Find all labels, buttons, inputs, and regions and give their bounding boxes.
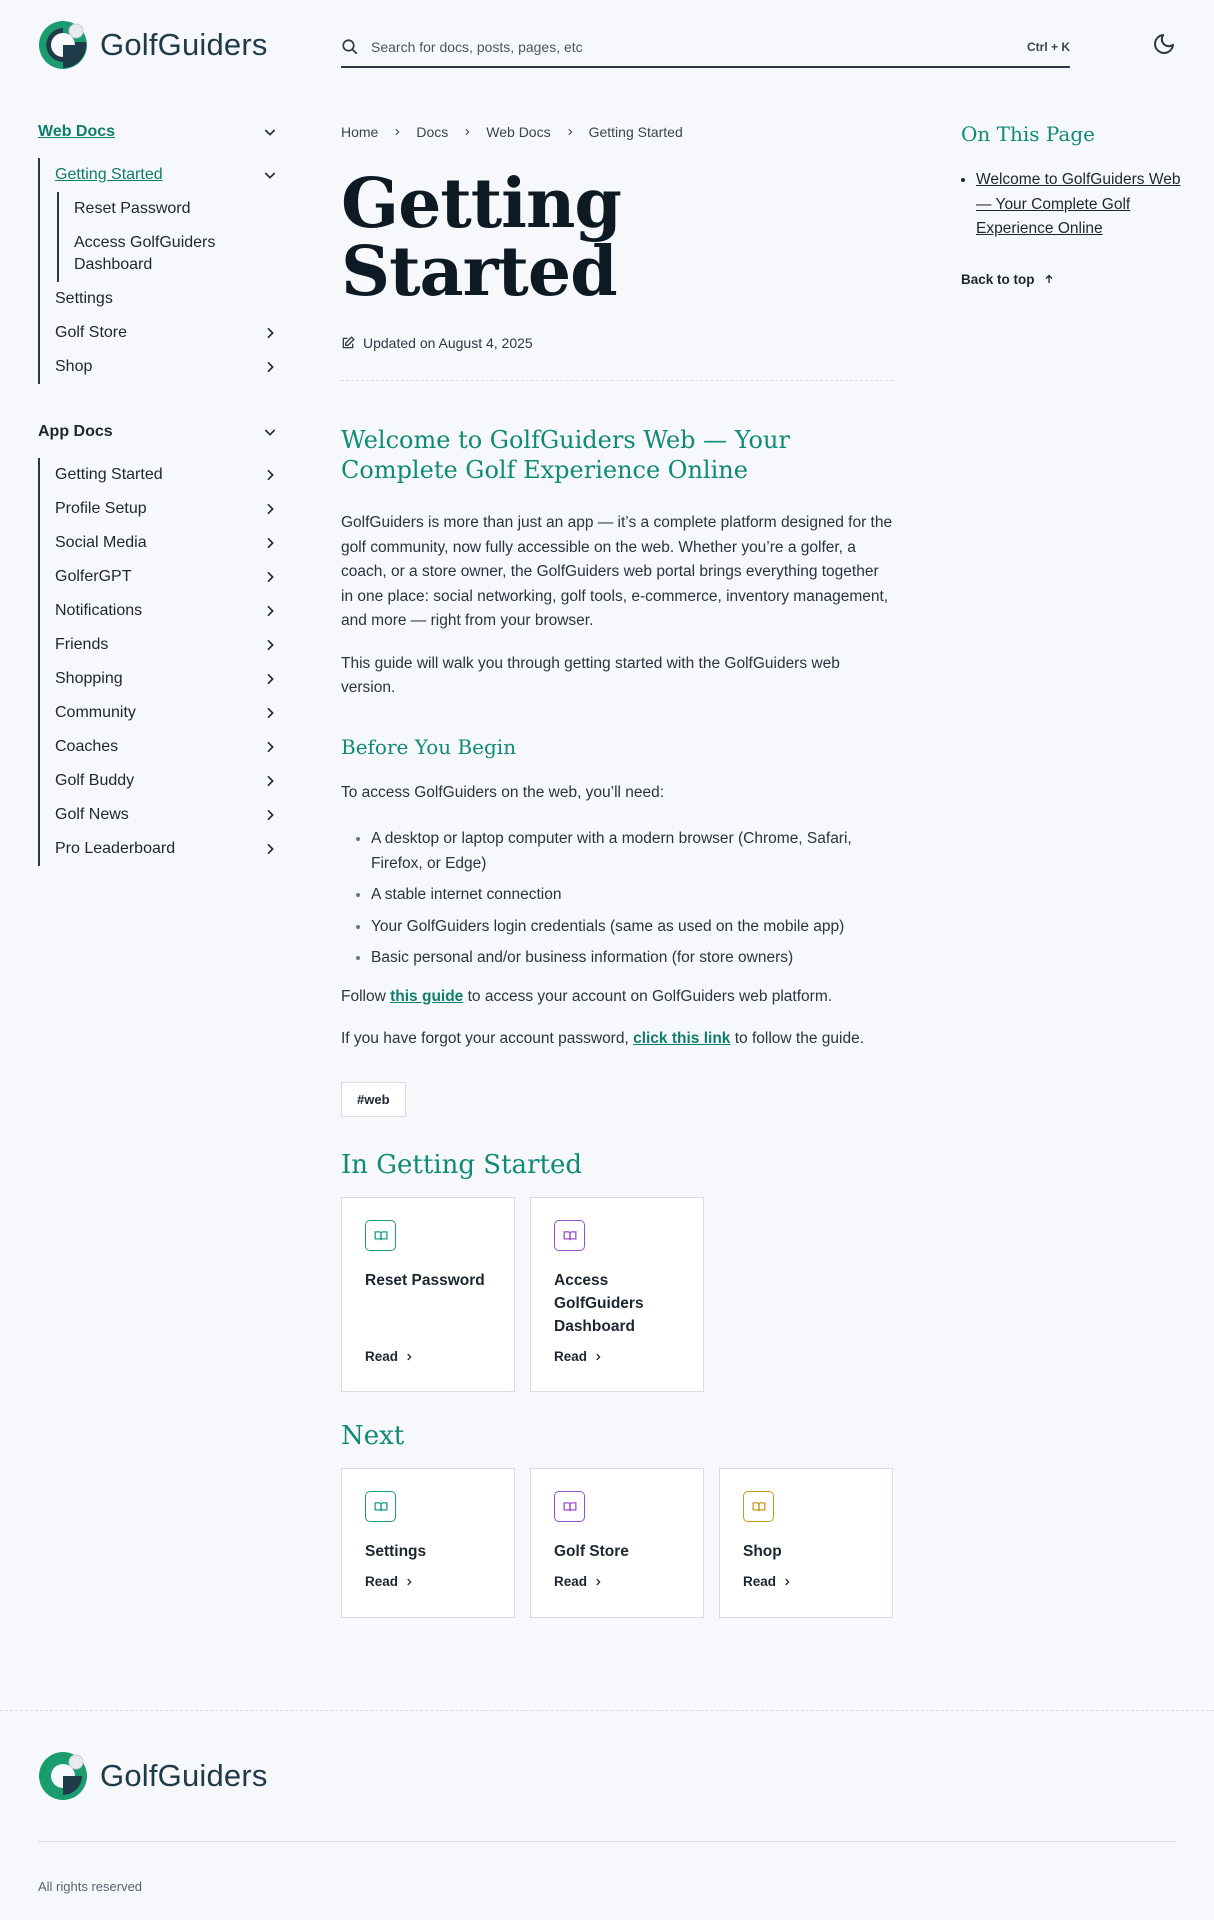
breadcrumb-web-docs[interactable]: Web Docs [486, 124, 551, 140]
card-title: Shop [743, 1543, 782, 1560]
book-icon [365, 1491, 396, 1522]
search-bar[interactable] [341, 28, 1070, 68]
sidebar-item-label: GolferGPT [55, 568, 132, 585]
sidebar-item-access-dashboard[interactable]: Access GolfGuiders Dashboard [74, 234, 216, 273]
chevron-right-icon [782, 1577, 792, 1587]
updated-text: Updated on August 4, 2025 [363, 335, 533, 351]
sidebar-item-label: Golf Buddy [55, 772, 135, 789]
chevron-right-icon[interactable] [262, 467, 278, 483]
sidebar-section-label: App Docs [38, 423, 113, 440]
sidebar-item-settings[interactable] [40, 282, 278, 316]
list-item: • Basic personal and/or business information (for store owners) [371, 946, 893, 971]
search-shortcut: Ctrl + K [1026, 40, 1070, 54]
chevron-right-icon[interactable] [262, 603, 278, 619]
breadcrumb-current: Getting Started [588, 124, 683, 140]
sidebar-item-label: Shop [55, 358, 93, 375]
tag-web[interactable]: #web [341, 1082, 406, 1117]
sidebar-item-reset-password[interactable]: Reset Password [74, 200, 191, 217]
sidebar-item-label: Social Media [55, 534, 147, 551]
sidebar-group-app-docs [38, 458, 278, 866]
back-to-top[interactable] [961, 272, 1181, 287]
read-label: Read [743, 1574, 777, 1589]
read-label: Read [554, 1574, 588, 1589]
read-label: Read [365, 1349, 399, 1364]
sidebar-item-label: Profile Setup [55, 500, 147, 517]
main-content [341, 118, 893, 1117]
card-title: Golf Store [554, 1543, 629, 1560]
in-section-cards [341, 1197, 704, 1392]
chevron-right-icon[interactable] [262, 671, 278, 687]
golfguiders-logo-icon [38, 1751, 88, 1801]
site-logo[interactable] [38, 20, 268, 70]
card-title: Settings [365, 1543, 427, 1560]
footer-divider [38, 1841, 1176, 1842]
intro-paragraph: GolfGuiders is more than just an app — it’s a complete platform designed for the golf community, now fully accessible on the web. Whether you’re a golfer, a coach, or a store owner, the GolfGuiders web portal brings everything together in one place: social networking, golf tools, e-commerce, inventory management, and more — right from your browser. [341, 514, 893, 629]
requirements-list [341, 827, 893, 971]
sidebar-item-label: Pro Leaderboard [55, 840, 176, 857]
list-item: • A stable internet connection [371, 883, 893, 908]
chevron-right-icon [593, 1577, 603, 1587]
sidebar-item-golf-store[interactable] [40, 316, 278, 350]
sidebar-item-label: Golf Store [55, 324, 128, 341]
in-section-heading: In Getting Started [341, 1150, 582, 1180]
before-intro: To access GolfGuiders on the web, you’ll need: [341, 783, 665, 801]
moon-icon[interactable] [1152, 32, 1176, 56]
welcome-heading: Welcome to GolfGuiders Web — Your Complete Golf Experience Online [341, 426, 790, 484]
chevron-right-icon [565, 127, 575, 137]
updated-date [341, 332, 893, 354]
sidebar-item-shop[interactable] [40, 350, 278, 384]
chevron-right-icon[interactable] [262, 807, 278, 823]
copyright: All rights reserved [38, 1879, 143, 1894]
sidebar-item-getting-started[interactable] [40, 458, 278, 492]
page-title: Getting Started [341, 164, 621, 312]
follow-text-pre: Follow [341, 987, 391, 1005]
sidebar-item-profile-setup[interactable] [40, 492, 278, 526]
sidebar-item-shopping[interactable] [40, 662, 278, 696]
book-icon [743, 1491, 774, 1522]
brand-name: GolfGuiders [100, 27, 268, 62]
read-link[interactable] [365, 1349, 414, 1364]
read-label: Read [554, 1349, 588, 1364]
footer [0, 1710, 1214, 1920]
chevron-right-icon[interactable] [262, 535, 278, 551]
chevron-right-icon[interactable] [262, 637, 278, 653]
toc-link-welcome[interactable]: Welcome to GolfGuiders Web — Your Complete Golf Experience Online [976, 171, 1181, 237]
next-heading: Next [341, 1421, 405, 1451]
arrow-up-icon [1043, 273, 1055, 285]
follow-paragraph [341, 985, 893, 1010]
sidebar-item-social-media[interactable] [40, 526, 278, 560]
chevron-right-icon[interactable] [262, 841, 278, 857]
chevron-right-icon[interactable] [262, 359, 278, 375]
click-this-link[interactable]: click this link [633, 1030, 731, 1047]
chevron-right-icon[interactable] [262, 773, 278, 789]
chevron-right-icon[interactable] [262, 569, 278, 585]
guide-paragraph: This guide will walk you through getting started with the GolfGuiders web version. [341, 654, 840, 696]
on-this-page [961, 122, 1181, 287]
sidebar-item-label: Settings [55, 290, 113, 307]
chevron-right-icon [593, 1352, 603, 1362]
sidebar-item-label: Community [55, 704, 136, 721]
chevron-right-icon [392, 127, 402, 137]
doc-card[interactable] [341, 1197, 515, 1392]
chevron-down-icon[interactable] [262, 124, 278, 140]
sidebar-item-label: Friends [55, 636, 109, 653]
sidebar-item-label: Golf News [55, 806, 129, 823]
list-item: • A desktop or laptop computer with a modern browser (Chrome, Safari, Firefox, or Edge) [371, 827, 893, 876]
doc-card[interactable] [341, 1468, 515, 1618]
sidebar-item-label: Getting Started [55, 166, 163, 183]
chevron-right-icon[interactable] [262, 325, 278, 341]
read-label: Read [365, 1574, 399, 1589]
before-heading: Before You Begin [341, 734, 517, 759]
doc-card[interactable] [530, 1468, 704, 1618]
back-to-top-label: Back to top [961, 271, 1035, 287]
sidebar-subgroup-getting-started [57, 192, 278, 282]
chevron-right-icon [404, 1577, 414, 1587]
chevron-right-icon[interactable] [262, 705, 278, 721]
sidebar-nav [38, 118, 278, 866]
sidebar-item-golf-buddy[interactable] [40, 764, 278, 798]
doc-card[interactable] [530, 1197, 704, 1392]
sidebar-section-label: Web Docs [38, 123, 116, 140]
sidebar-item-friends[interactable] [40, 628, 278, 662]
book-icon [365, 1220, 396, 1251]
golfguiders-logo-icon [38, 20, 88, 70]
read-link[interactable] [554, 1349, 603, 1364]
sidebar-item-label: Coaches [55, 738, 119, 755]
breadcrumb [341, 118, 893, 146]
footer-brand-name: GolfGuiders [100, 1758, 268, 1793]
sidebar-item-pro-leaderboard[interactable] [40, 832, 278, 866]
forgot-text-pre: If you have forgot your account password, [341, 1030, 634, 1047]
read-link[interactable] [743, 1574, 792, 1589]
chevron-right-icon[interactable] [262, 739, 278, 755]
sidebar-item-coaches[interactable] [40, 730, 278, 764]
next-cards [341, 1468, 893, 1618]
edit-icon [341, 336, 355, 350]
book-icon [554, 1220, 585, 1251]
chevron-right-icon [404, 1352, 414, 1362]
sidebar-group-web-docs [38, 158, 278, 384]
breadcrumb-home[interactable]: Home [341, 124, 379, 140]
sidebar-item-golfergpt[interactable] [40, 560, 278, 594]
doc-card[interactable] [719, 1468, 893, 1618]
follow-text-post: to access your account on GolfGuiders web platform. [463, 987, 833, 1005]
card-title: Reset Password [365, 1272, 485, 1289]
this-guide-link[interactable]: this guide [390, 987, 464, 1005]
sidebar-item-label: Shopping [55, 670, 123, 687]
toc-heading: On This Page [961, 122, 1095, 146]
divider [341, 380, 893, 381]
sidebar-item-getting-started[interactable] [40, 158, 278, 192]
search-icon [341, 38, 359, 56]
sidebar-section-web-docs[interactable] [38, 118, 278, 146]
sidebar-item-label: Getting Started [55, 466, 163, 483]
footer-logo[interactable] [38, 1751, 268, 1801]
read-link[interactable] [365, 1574, 414, 1589]
read-link[interactable] [554, 1574, 603, 1589]
sidebar-item-label: Notifications [55, 602, 143, 619]
toc-item [976, 168, 1181, 242]
book-icon [554, 1491, 585, 1522]
sidebar-item-golf-news[interactable] [40, 798, 278, 832]
chevron-down-icon[interactable] [262, 167, 278, 183]
sidebar-section-app-docs[interactable] [38, 418, 278, 446]
forgot-paragraph [341, 1027, 893, 1052]
card-title: Access GolfGuiders Dashboard [554, 1272, 644, 1335]
chevron-down-icon[interactable] [262, 424, 278, 440]
list-item: • Your GolfGuiders login credentials (same as used on the mobile app) [371, 915, 893, 940]
forgot-text-post: to follow the guide. [730, 1030, 864, 1047]
sidebar-item-notifications[interactable] [40, 594, 278, 628]
sidebar-item-community[interactable] [40, 696, 278, 730]
toc-list [961, 168, 1181, 242]
chevron-right-icon[interactable] [262, 501, 278, 517]
chevron-right-icon [462, 127, 472, 137]
search-input[interactable]: Search for docs, posts, pages, etc [371, 39, 583, 55]
breadcrumb-docs[interactable]: Docs [416, 124, 449, 140]
